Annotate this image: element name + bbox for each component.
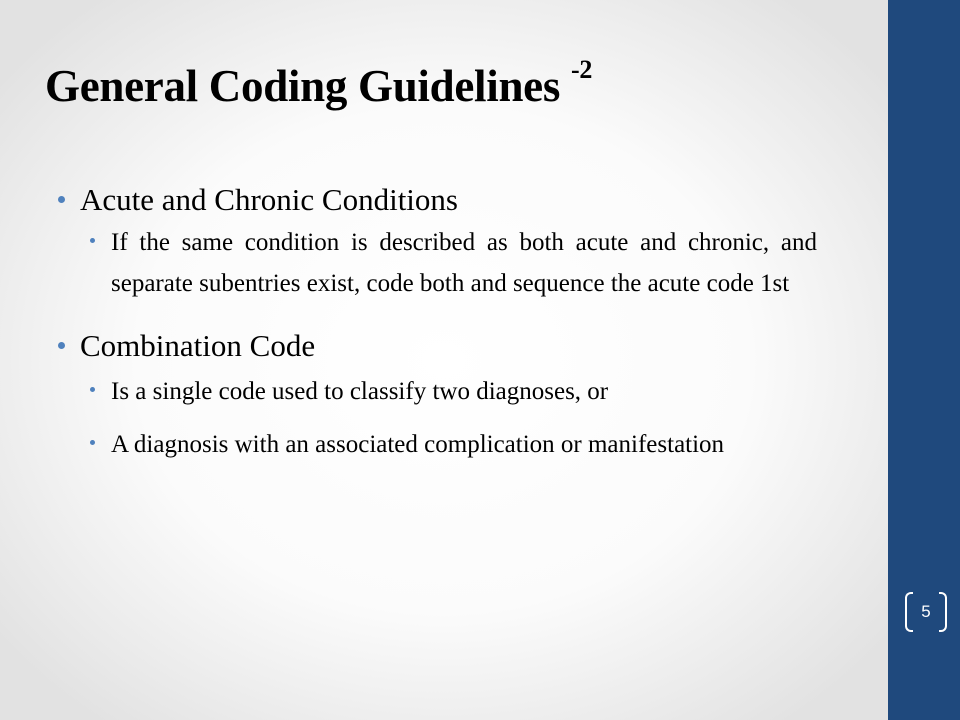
sub-bullet-acute-chronic-rule: If the same condition is described as both acute and chronic, and separate subentries exist, code both and sequence the acute code 1st [90,222,817,304]
page-number-badge [905,592,947,632]
sub-bullet-complication: A diagnosis with an associated complication or manifestation [90,424,817,465]
left-brace-icon [905,592,913,632]
right-brace-icon [939,592,947,632]
sub-bullet-single-code: Is a single code used to classify two diagnoses, or [90,371,817,412]
bullet-list [58,178,828,465]
page-number: 5 [921,602,931,621]
bullet-item-combination-code: Combination Code [58,324,828,368]
slide-title [45,55,593,112]
slide-title-superscript: -2 [571,55,593,84]
slide-title-text: General Coding Guidelines [45,61,572,111]
bullet-item-acute-chronic: Acute and Chronic Conditions [58,178,828,222]
